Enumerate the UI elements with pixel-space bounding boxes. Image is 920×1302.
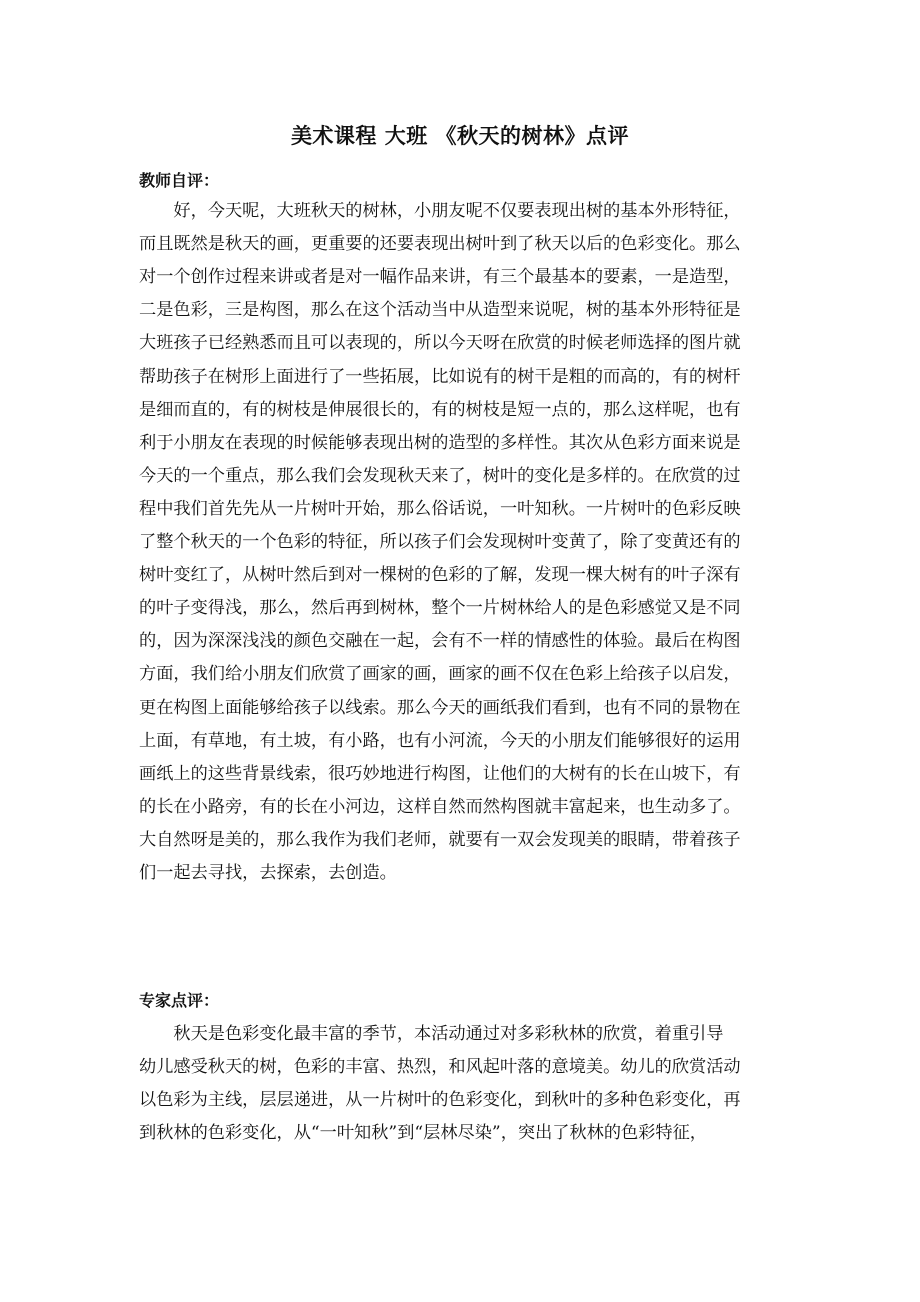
paragraph-line: 帮助孩子在树形上面进行了一些拓展，比如说有的树干是粗的而高的，有的树杆 bbox=[139, 366, 741, 387]
paragraph-line: 以色彩为主线，层层递进，从一片树叶的色彩变化，到秋叶的多种色彩变化，再 bbox=[139, 1090, 741, 1111]
expert-review-heading: 专家点评： bbox=[139, 991, 220, 1010]
paragraph-line: 们一起去寻找，去探索，去创造。 bbox=[139, 863, 397, 883]
paragraph-line: 对一个创作过程来讲或者是对一幅作品来讲，有三个最基本的要素，一是造型， bbox=[139, 267, 741, 288]
paragraph-line: 的，因为深深浅浅的颜色交融在一起，会有不一样的情感性的体验。最后在构图 bbox=[139, 631, 741, 652]
paragraph-line: 更在构图上面能够给孩子以线索。那么今天的画纸我们看到，也有不同的景物在 bbox=[139, 697, 741, 718]
paragraph-line: 利于小朋友在表现的时候能够表现出树的造型的多样性。其次从色彩方面来说是 bbox=[139, 432, 741, 453]
document-title: 美术课程 大班 《秋天的树林》点评 bbox=[290, 124, 630, 148]
paragraph-line: 好，今天呢，大班秋天的树林，小朋友呢不仅要表现出树的基本外形特征， bbox=[139, 201, 741, 221]
paragraph-line: 画纸上的这些背景线索，很巧妙地进行构图，让他们的大树有的长在山坡下，有 bbox=[139, 763, 741, 784]
paragraph-line: 方面，我们给小朋友们欣赏了画家的画，画家的画不仅在色彩上给孩子以启发， bbox=[139, 664, 741, 685]
teacher-self-review-heading: 教师自评： bbox=[139, 171, 220, 190]
paragraph-line: 二是色彩，三是构图，那么在这个活动当中从造型来说呢，树的基本外形特征是 bbox=[139, 300, 741, 321]
paragraph-line: 幼儿感受秋天的树，色彩的丰富、热烈，和风起叶落的意境美。幼儿的欣赏活动 bbox=[139, 1057, 741, 1078]
paragraph-line: 了整个秋天的一个色彩的特征，所以孩子们会发现树叶变黄了，除了变黄还有的 bbox=[139, 532, 741, 552]
paragraph-line: 程中我们首先先从一片树叶开始，那么俗话说，一叶知秋。一片树叶的色彩反映 bbox=[139, 498, 741, 519]
paragraph-line: 秋天是色彩变化最丰富的季节，本活动通过对多彩秋林的欣赏，着重引导 bbox=[139, 1024, 724, 1044]
paragraph-line: 大班孩子已经熟悉而且可以表现的，所以今天呀在欣赏的时候老师选择的图片就 bbox=[139, 333, 741, 354]
paragraph-line: 上面，有草地，有土坡，有小路，也有小河流，今天的小朋友们能够很好的运用 bbox=[139, 730, 741, 751]
paragraph-line: 是细而直的，有的树枝是伸展很长的，有的树枝是短一点的，那么这样呢，也有 bbox=[139, 399, 741, 420]
paragraph-line: 而且既然是秋天的画，更重要的还要表现出树叶到了秋天以后的色彩变化。那么 bbox=[139, 234, 741, 255]
paragraph-line: 到秋林的色彩变化，从“一叶知秋”到“层林尽染”，突出了秋林的色彩特征， bbox=[139, 1123, 707, 1144]
paragraph-line: 大自然呀是美的，那么我作为我们老师，就要有一双会发现美的眼睛，带着孩子 bbox=[139, 829, 741, 850]
paragraph-line: 的叶子变得浅，那么，然后再到树林，整个一片树林给人的是色彩感觉又是不同 bbox=[139, 598, 741, 619]
paragraph-line: 树叶变红了，从树叶然后到对一棵树的色彩的了解，发现一棵大树有的叶子深有 bbox=[139, 565, 741, 586]
paragraph-line: 的长在小路旁，有的长在小河边，这样自然而然构图就丰富起来，也生动多了。 bbox=[139, 796, 741, 817]
paragraph-line: 今天的一个重点，那么我们会发现秋天来了，树叶的变化是多样的。在欣赏的过 bbox=[139, 465, 741, 486]
